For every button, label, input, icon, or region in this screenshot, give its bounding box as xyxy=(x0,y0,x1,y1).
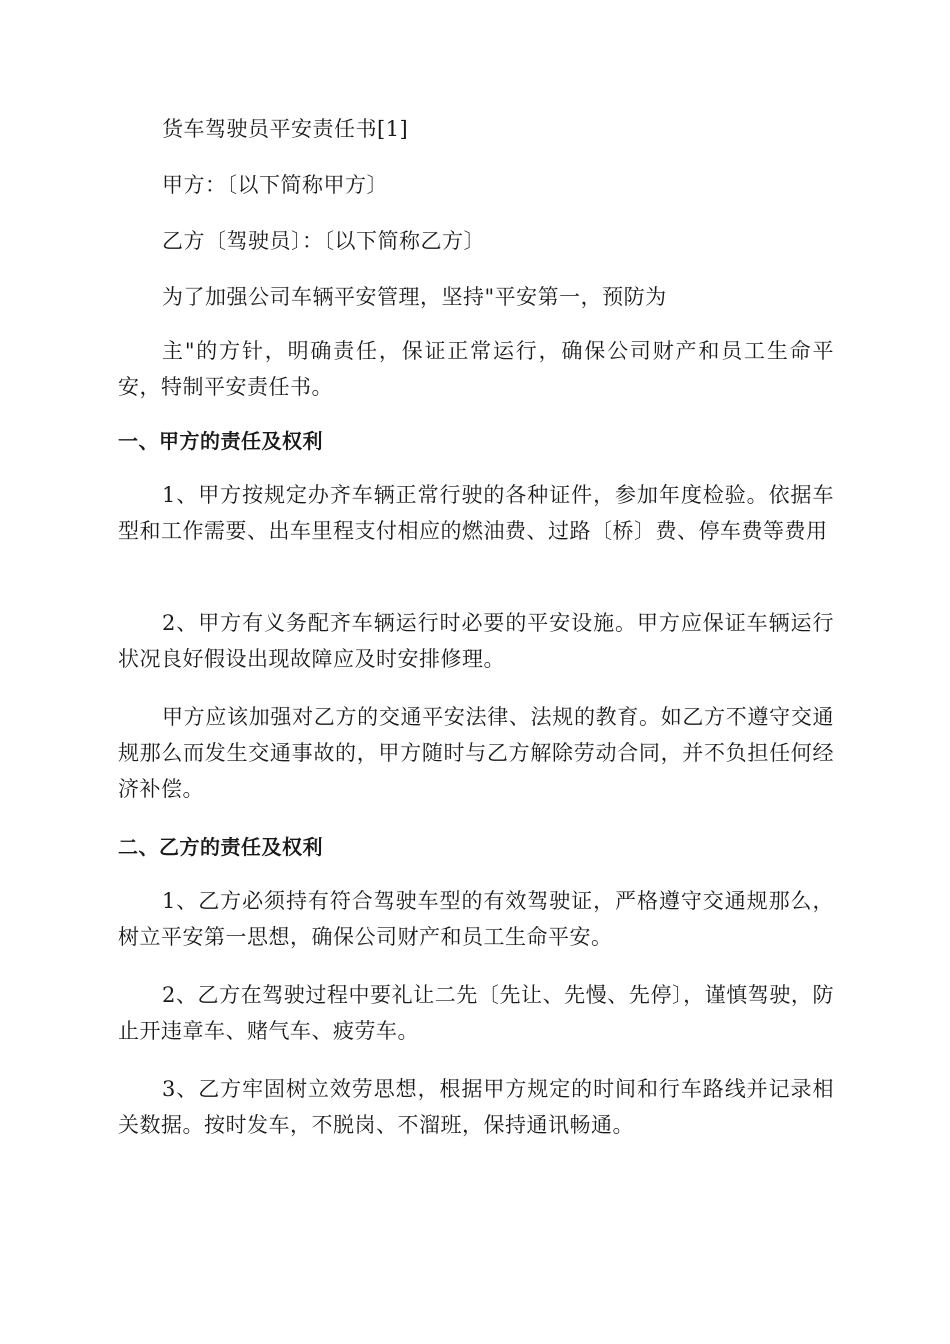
intro-paragraph-line1: 为了加强公司车辆平安管理，坚持"平安第一，预防为 xyxy=(162,285,667,309)
section2-item-2: 2、乙方在驾驶过程中要礼让二先〔先让、先慢、先停〕，谨慎驾驶，防止开违章车、赌气车、疲劳车。 xyxy=(118,983,834,1043)
section2-item-1: 1、乙方必须持有符合驾驶车型的有效驾驶证，严格遵守交通规那么，树立平安第一思想，确保公司财产和员工生命平安。 xyxy=(118,889,834,949)
document-title: 货车驾驶员平安责任书[1] xyxy=(162,117,409,141)
section2-heading: 二、乙方的责任及权利 xyxy=(118,835,323,859)
intro-paragraph-line2: 主"的方针，明确责任，保证正常运行，确保公司财产和员工生命平安，特制平安责任书。 xyxy=(118,339,834,399)
party-a-line: 甲方：〔以下简称甲方〕 xyxy=(162,173,388,197)
section2-item-3: 3、乙方牢固树立效劳思想，根据甲方规定的时间和行车路线并记录相关数据。按时发车，不脱岗、不溜班，保持通讯畅通。 xyxy=(118,1077,834,1137)
section1-item-2: 2、甲方有义务配齐车辆运行时必要的平安设施。甲方应保证车辆运行状况良好假设出现故障应及时安排修理。 xyxy=(118,611,834,671)
section1-item-1: 1、甲方按规定办齐车辆正常行驶的各种证件，参加年度检验。依据车型和工作需要、出车里程支付相应的燃油费、过路〔桥〕费、停车费等费用 xyxy=(118,483,834,543)
section1-heading: 一、甲方的责任及权利 xyxy=(118,429,323,453)
section1-item-3: 甲方应该加强对乙方的交通平安法律、法规的教育。如乙方不遵守交通规那么而发生交通事故的，甲方随时与乙方解除劳动合同，并不负担任何经济补偿。 xyxy=(118,705,834,801)
party-b-line: 乙方〔驾驶员〕：〔以下简称乙方〕 xyxy=(162,229,485,253)
